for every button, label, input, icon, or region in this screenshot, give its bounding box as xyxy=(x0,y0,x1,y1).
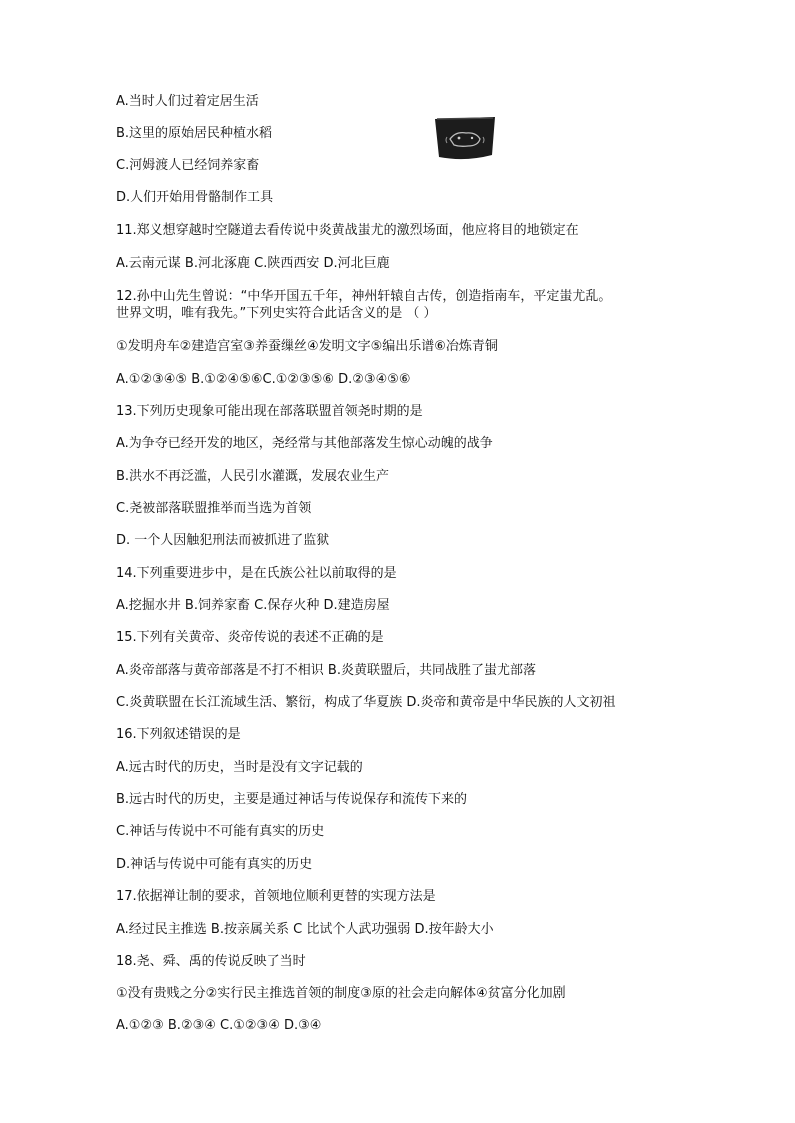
q13-stem: 13.下列历史现象可能出现在部落联盟首领尧时期的是 xyxy=(116,404,423,419)
q13-option-b: B.洪水不再泛滥，人民引水灌溉，发展农业生产 xyxy=(116,469,390,484)
q12-stem-line1: 12.孙中山先生曾说：“中华开国五千年，神州轩辕自古传，创造指南车，平定蚩尤乱。 xyxy=(116,289,612,304)
q17-stem: 17.依据禅让制的要求，首领地位顺利更替的实现方法是 xyxy=(116,889,436,904)
pottery-bowl-image xyxy=(434,115,496,162)
q16-stem: 16.下列叙述错误的是 xyxy=(116,727,241,742)
q14-stem: 14.下列重要进步中，是在氏族公社以前取得的是 xyxy=(116,566,397,581)
q14-options: A.挖掘水井 B.饲养家畜 C.保存火种 D.建造房屋 xyxy=(116,598,390,613)
q13-option-a: A.为争夺已经开发的地区，尧经常与其他部落发生惊心动魄的战争 xyxy=(116,436,493,451)
q16-option-d: D.神话与传说中可能有真实的历史 xyxy=(116,857,313,872)
q15-stem: 15.下列有关黄帝、炎帝传说的表述不正确的是 xyxy=(116,630,384,645)
q18-stem: 18.尧、舜、禹的传说反映了当时 xyxy=(116,954,306,969)
q18-options: A.①②③ B.②③④ C.①②③④ D.③④ xyxy=(116,1018,322,1033)
q12-options: A.①②③④⑤ B.①②④⑤⑥C.①②③⑤⑥ D.②③④⑤⑥ xyxy=(116,372,411,387)
q10-option-d: D.人们开始用骨骼制作工具 xyxy=(116,190,274,205)
q16-option-c: C.神话与传说中不可能有真实的历史 xyxy=(116,824,325,839)
q17-options: A.经过民主推选 B.按亲属关系 C 比试个人武功强弱 D.按年龄大小 xyxy=(116,922,494,937)
q10-option-a: A.当时人们过着定居生活 xyxy=(116,94,259,109)
q10-option-c: C.河姆渡人已经饲养家畜 xyxy=(116,158,260,173)
q13-option-c: C.尧被部落联盟推举而当选为首领 xyxy=(116,501,312,516)
q18-items: ①没有贵贱之分②实行民主推选首领的制度③原的社会走向解体④贫富分化加剧 xyxy=(116,986,566,1001)
q12-items: ①发明舟车②建造宫室③养蚕缫丝④发明文字⑤编出乐谱⑥冶炼青铜 xyxy=(116,339,498,354)
q10-option-b: B.这里的原始居民种植水稻 xyxy=(116,126,273,141)
q15-options-ab: A.炎帝部落与黄帝部落是不打不相识 B.炎黄联盟后，共同战胜了蚩尤部落 xyxy=(116,663,536,678)
q16-option-a: A.远古时代的历史，当时是没有文字记载的 xyxy=(116,760,363,775)
q11-options: A.云南元谋 B.河北涿鹿 C.陕西西安 D.河北巨鹿 xyxy=(116,256,390,271)
q16-option-b: B.远古时代的历史，主要是通过神话与传说保存和流传下来的 xyxy=(116,792,468,807)
q15-options-cd: C.炎黄联盟在长江流域生活、繁衍，构成了华夏族 D.炎帝和黄帝是中华民族的人文初祖 xyxy=(116,695,616,710)
q11-stem: 11.郑义想穿越时空隧道去看传说中炎黄战蚩尤的激烈场面，他应将目的地锁定在 xyxy=(116,223,579,238)
q13-option-d: D. 一个人因触犯刑法而被抓进了监狱 xyxy=(116,533,330,548)
q12-stem-line2: 世界文明，唯有我先。”下列史实符合此话含义的是 （ ） xyxy=(116,306,437,321)
